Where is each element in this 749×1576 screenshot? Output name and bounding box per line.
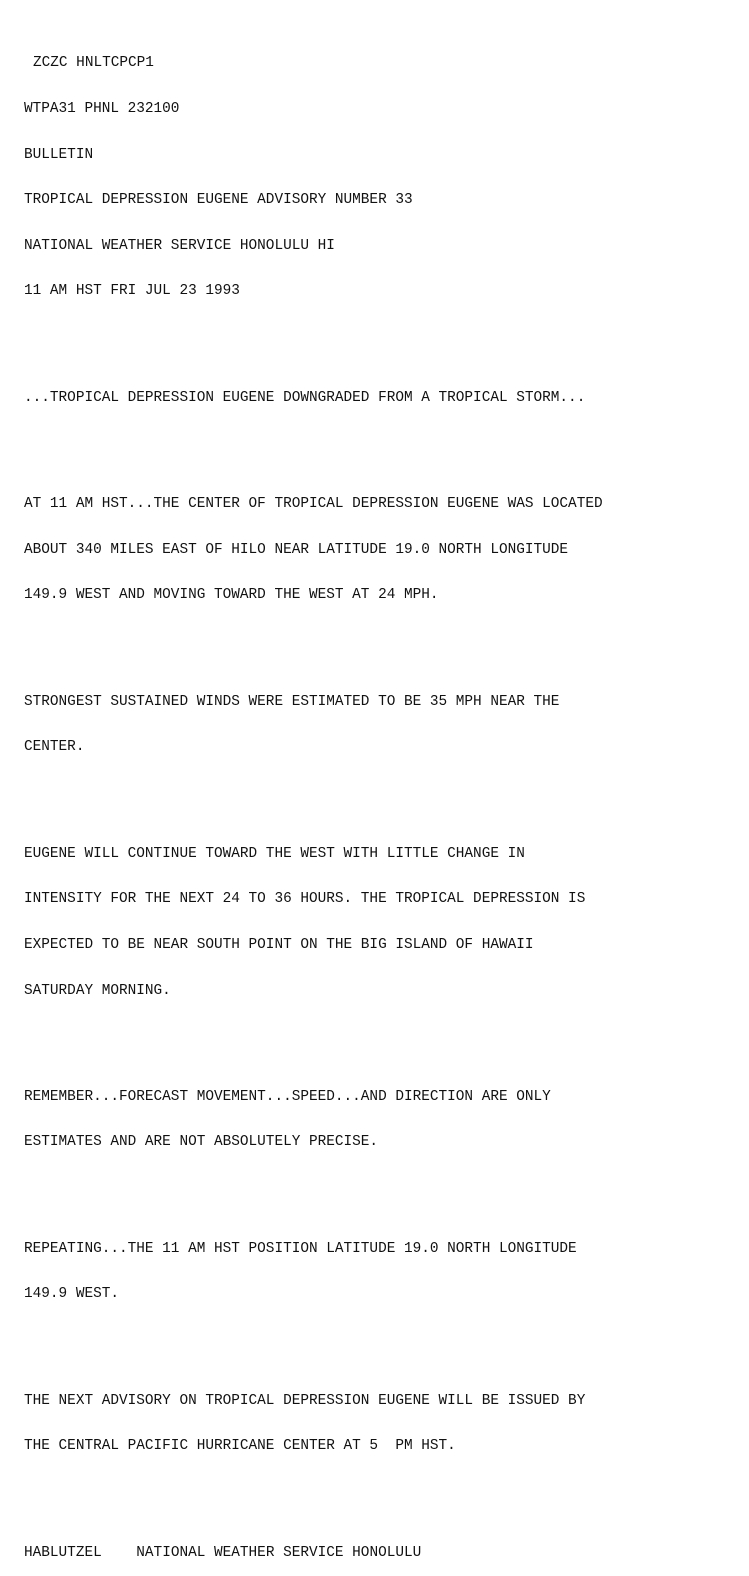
header-line-2: WTPA31 PHNL 232100: [24, 101, 180, 117]
issue-time: 11 AM HST FRI JUL 23 1993: [24, 283, 240, 300]
position-line-1: AT 11 AM HST...THE CENTER OF TROPICAL DEPRESSION EUGENE WAS LOCATED: [24, 496, 603, 513]
advisory-title: TROPICAL DEPRESSION EUGENE ADVISORY NUMBER 33: [24, 192, 413, 209]
signature-line: [24, 1546, 603, 1561]
header-line-1: ZCZC HNLTCPCP1: [33, 55, 154, 72]
blank-line: [24, 634, 603, 649]
repeating-line-1: REPEATING...THE 11 AM HST POSITION LATITUDE 19.0 NORTH LONGITUDE: [24, 1240, 577, 1257]
blank-line: [24, 786, 603, 801]
signature-spacer: [102, 1545, 137, 1561]
forecast-line-2: INTENSITY FOR THE NEXT 24 TO 36 HOURS. THE TROPICAL DEPRESSION IS: [24, 891, 586, 908]
headline: ...TROPICAL DEPRESSION EUGENE DOWNGRADED FROM A TROPICAL STORM...: [24, 389, 586, 406]
blank-line: [24, 1181, 603, 1196]
remember-line-1: REMEMBER...FORECAST MOVEMENT...SPEED...AND DIRECTION ARE ONLY: [24, 1088, 551, 1105]
signature-office: NATIONAL WEATHER SERVICE HONOLULU: [136, 1544, 422, 1561]
blank-line: [24, 1029, 603, 1044]
blank-line: [24, 1333, 603, 1348]
repeating-line-2: 149.9 WEST.: [24, 1286, 119, 1303]
blank-line: [24, 330, 603, 345]
blank-line: [24, 436, 603, 451]
blank-line: [24, 1485, 603, 1500]
header-line-3: BULLETIN: [24, 146, 94, 163]
position-line-2: ABOUT 340 MILES EAST OF HILO NEAR LATITUDE 19.0 NORTH LONGITUDE: [24, 541, 569, 558]
remember-line-2: ESTIMATES AND ARE NOT ABSOLUTELY PRECISE.: [24, 1134, 379, 1151]
forecast-line-4: SATURDAY MORNING.: [24, 982, 171, 999]
next-advisory-line-2: THE CENTRAL PACIFIC HURRICANE CENTER AT 5 PM HST.: [24, 1438, 456, 1455]
advisory-document: [24, 26, 603, 1576]
next-advisory-line-1: THE NEXT ADVISORY ON TROPICAL DEPRESSION EUGENE WILL BE ISSUED BY: [24, 1392, 586, 1409]
issuing-office: NATIONAL WEATHER SERVICE HONOLULU HI: [24, 237, 335, 254]
position-line-3: 149.9 WEST AND MOVING TOWARD THE WEST AT 24 MPH.: [24, 587, 439, 604]
forecast-line-3: EXPECTED TO BE NEAR SOUTH POINT ON THE BIG ISLAND OF HAWAII: [24, 936, 534, 953]
forecast-line-1: EUGENE WILL CONTINUE TOWARD THE WEST WITH LITTLE CHANGE IN: [24, 845, 525, 862]
winds-line-1: STRONGEST SUSTAINED WINDS WERE ESTIMATED TO BE 35 MPH NEAR THE: [24, 693, 560, 710]
winds-line-2: CENTER.: [24, 739, 85, 756]
forecaster-name: HABLUTZEL: [24, 1544, 102, 1561]
